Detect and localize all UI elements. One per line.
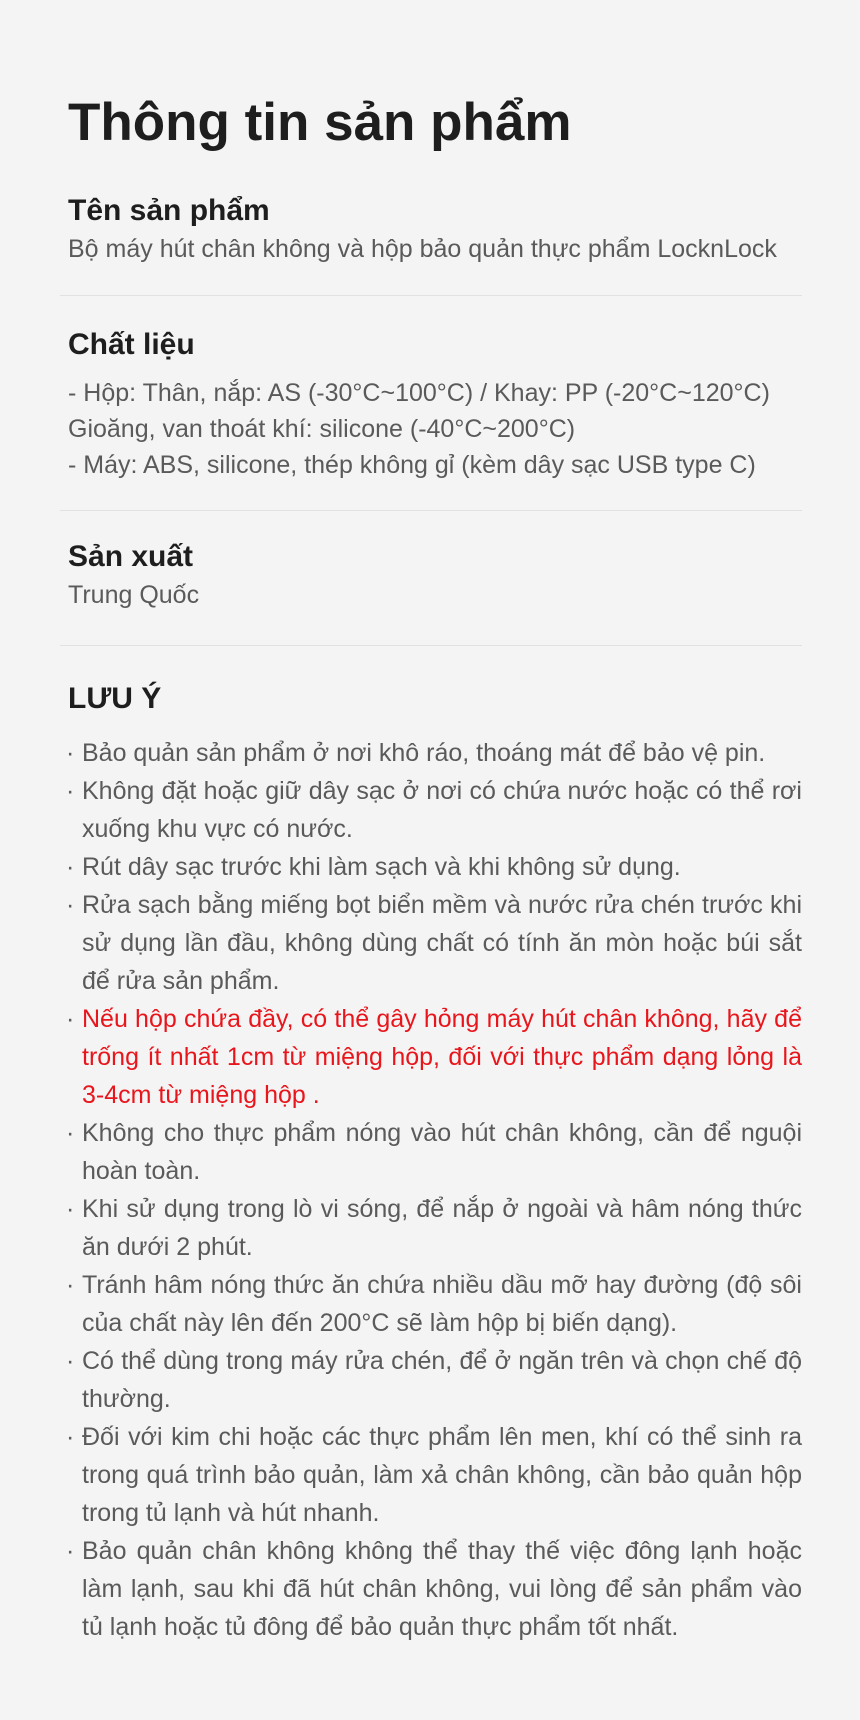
note-item: · Rút dây sạc trước khi làm sạch và khi không sử dụng. [68,848,802,886]
note-item: · Không cho thực phẩm nóng vào hút chân không, cần để nguội hoàn toàn. [68,1114,802,1190]
note-item: · Không đặt hoặc giữ dây sạc ở nơi có chứa nước hoặc có thể rơi xuống khu vực có nước. [68,772,802,848]
material-line: - Máy: ABS, silicone, thép không gỉ (kèm dây sạc USB type C) [68,451,756,479]
origin-value: Trung Quốc [68,581,200,609]
origin-section [68,539,808,613]
note-item: · Rửa sạch bằng miếng bọt biển mềm và nước rửa chén trước khi sử dụng lần đầu, không dùng chất có tính ăn mòn hoặc búi sắt để rửa sản phẩm. [68,886,802,1000]
note-item: · Tránh hâm nóng thức ăn chứa nhiều dầu mỡ hay đường (độ sôi của chất này lên đến 200°C sẽ làm hộp bị biến dạng). [68,1266,802,1342]
note-item: · Bảo quản chân không không thể thay thế việc đông lạnh hoặc làm lạnh, sau khi đã hút chân không, vui lòng để sản phẩm vào tủ lạnh hoặc tủ đông để bảo quản thực phẩm tốt nhất. [68,1532,802,1646]
note-item: · Bảo quản sản phẩm ở nơi khô ráo, thoáng mát để bảo vệ pin. [68,734,802,772]
material-line: - Hộp: Thân, nắp: AS (-30°C~100°C) / Khay: PP (-20°C~120°C) [68,379,770,407]
notes-section [68,681,808,1646]
product-name-value: Bộ máy hút chân không và hộp bảo quản thực phẩm LocknLock [68,235,777,263]
material-heading: Chất liệu [68,328,195,361]
note-item-warning: · Nếu hộp chứa đầy, có thể gây hỏng máy hút chân không, hãy để trống ít nhất 1cm từ miệng hộp, đối với thực phẩm dạng lỏng là 3-4cm từ miệng hộp . [68,1000,802,1114]
divider [60,510,802,511]
product-name-section [68,193,808,267]
divider [60,295,802,296]
notes-heading: LƯU Ý [68,682,162,715]
page-title: Thông tin sản phẩm [68,93,572,152]
note-item: · Khi sử dụng trong lò vi sóng, để nắp ở ngoài và hâm nóng thức ăn dưới 2 phút. [68,1190,802,1266]
material-line: Gioăng, van thoát khí: silicone (-40°C~200°C) [68,415,576,443]
note-item: · Đối với kim chi hoặc các thực phẩm lên men, khí có thể sinh ra trong quá trình bảo quản, làm xả chân không, cần bảo quản hộp trong tủ lạnh và hút nhanh. [68,1418,802,1532]
notes-list [68,734,808,1646]
product-name-heading: Tên sản phẩm [68,194,270,227]
note-item: · Có thể dùng trong máy rửa chén, để ở ngăn trên và chọn chế độ thường. [68,1342,802,1418]
material-section [68,327,808,483]
divider [60,645,802,646]
origin-heading: Sản xuất [68,540,194,573]
